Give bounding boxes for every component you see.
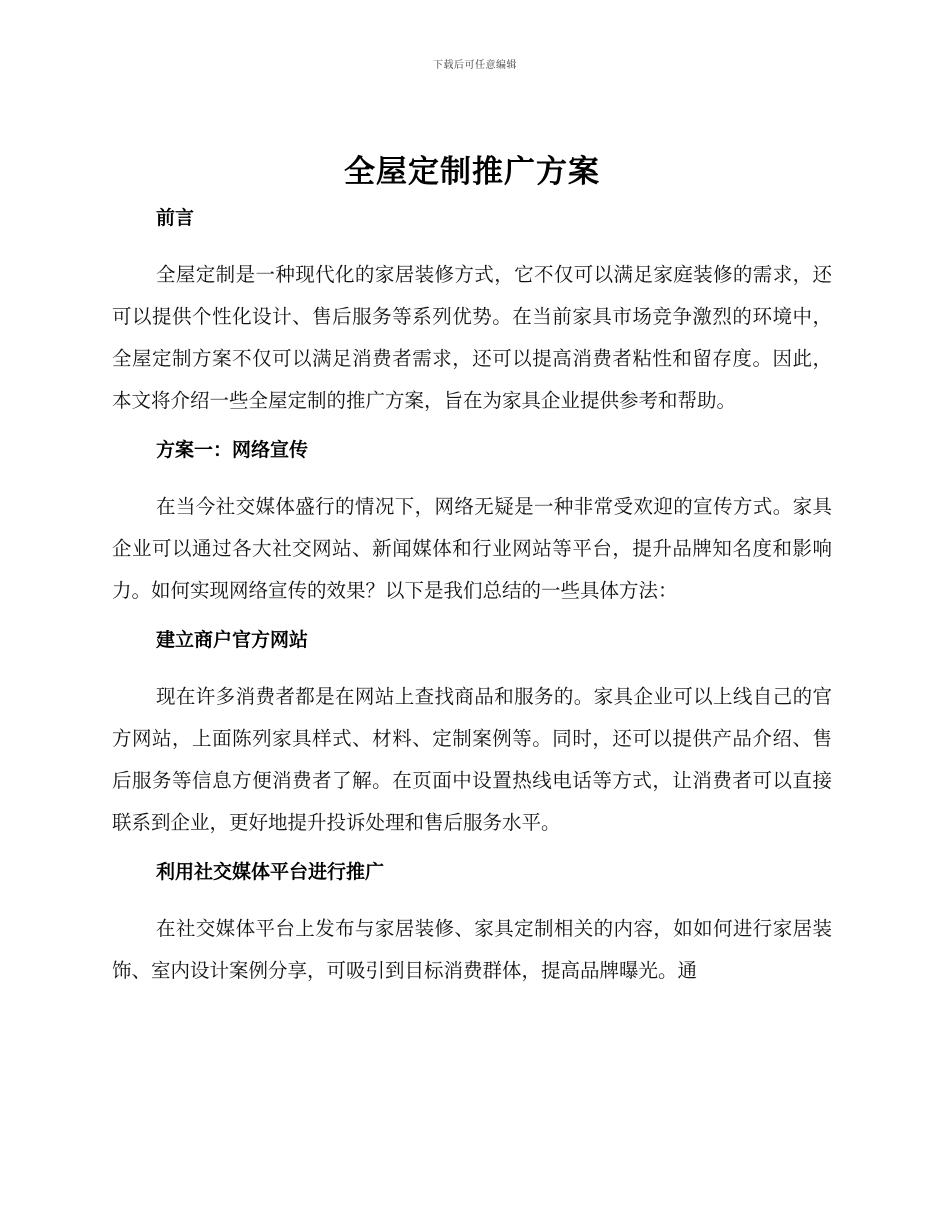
section-heading-preface: 前言: [156, 207, 195, 229]
section-paragraph-preface: 全屋定制是一种现代化的家居装修方式，它不仅可以满足家庭装修的需求，还可以提供个性化设计、售后服务等系列优势。在当前家具市场竞争激烈的环境中，全屋定制方案不仅可以满足消费者需求，还可以提高消费者粘性和留存度。因此，本文将介绍一些全屋定制的推广方案，旨在为家具企业提供参考和帮助。: [112, 263, 832, 412]
section-heading-plan-one: 方案一：网络宣传: [156, 439, 309, 461]
section-paragraph-plan-one: 在当今社交媒体盛行的情况下，网络无疑是一种非常受欢迎的宣传方式。家具企业可以通过各大社交网站、新闻媒体和行业网站等平台，提升品牌知名度和影响力。如何实现网络宣传的效果？以下是我们总结的一些具体方法：: [112, 495, 832, 602]
section-heading-official-website: 建立商户官方网站: [156, 629, 309, 651]
section-paragraph-official-website: 现在许多消费者都是在网站上查找商品和服务的。家具企业可以上线自己的官方网站，上面陈列家具样式、材料、定制案例等。同时，还可以提供产品介绍、售后服务等信息方便消费者了解。在页面中设置热线电话等方式，让消费者可以直接联系到企业，更好地提升投诉处理和售后服务水平。: [112, 685, 832, 834]
document-body: [112, 148, 832, 1004]
section-heading-social-media: 利用社交媒体平台进行推广: [156, 861, 385, 883]
header-note: 下载后可任意编辑: [433, 60, 517, 71]
document-title: 全屋定制推广方案: [344, 154, 600, 190]
section-paragraph-social-media: 在社交媒体平台上发布与家居装修、家具定制相关的内容，如如何进行家居装饰、室内设计案例分享，可吸引到目标消费群体，提高品牌曝光。通: [112, 917, 832, 982]
